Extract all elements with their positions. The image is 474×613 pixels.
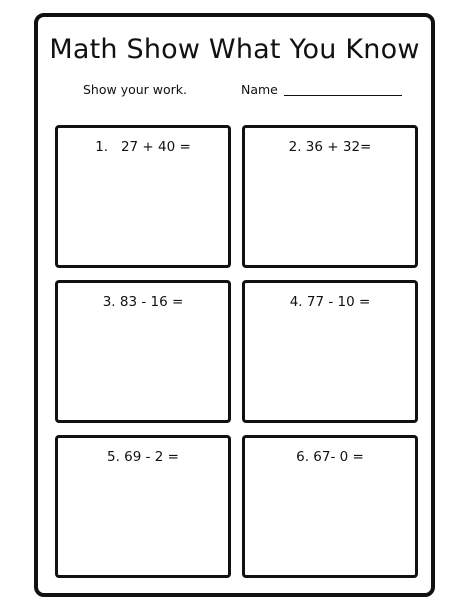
worksheet-title: Math Show What You Know xyxy=(49,34,420,65)
problem-text-4: 4. 77 - 10 = xyxy=(289,294,371,310)
name-field[interactable] xyxy=(241,82,402,98)
problem-text-3: 3. 83 - 16 = xyxy=(102,294,184,310)
problem-text-2: 2. 36 + 32= xyxy=(288,139,372,155)
problem-box-2[interactable] xyxy=(242,125,418,268)
name-label: Name xyxy=(241,82,278,97)
problem-text-1: 1. 27 + 40 = xyxy=(95,139,191,155)
problem-box-6[interactable] xyxy=(242,435,418,578)
problem-box-1[interactable] xyxy=(55,125,231,268)
problem-box-4[interactable] xyxy=(242,280,418,423)
instructions-text: Show your work. xyxy=(83,82,188,97)
problem-text-6: 6. 67- 0 = xyxy=(296,449,364,465)
problem-box-5[interactable] xyxy=(55,435,231,578)
problem-text-5: 5. 69 - 2 = xyxy=(107,449,179,465)
name-blank-line[interactable] xyxy=(284,94,402,96)
problem-box-3[interactable] xyxy=(55,280,231,423)
worksheet-page xyxy=(34,13,435,597)
